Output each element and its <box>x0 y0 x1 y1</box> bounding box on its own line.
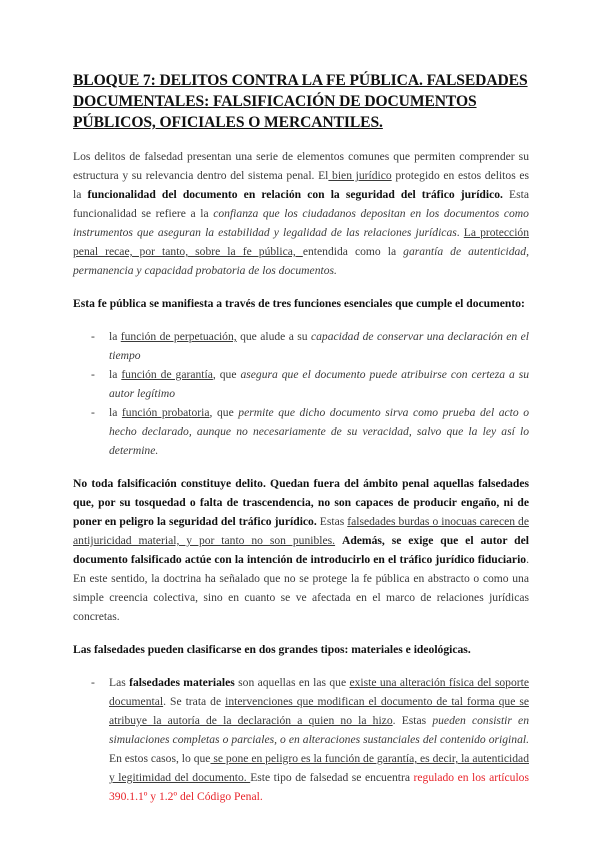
text-run: En estos casos, lo que <box>109 752 211 765</box>
underlined-text: función de perpetuación, <box>120 330 237 343</box>
text-run: Las <box>109 676 130 689</box>
underlined-text: La protección penal recae, por tanto, sobre la fe pública, <box>73 226 530 258</box>
bold-text: Las falsedades pueden clasificarse en dos grandes tipos: materiales e ideológicas. <box>73 643 471 656</box>
italic-text: permite que dicho documento sirva como prueba del acto o hecho declarado, aunque no necesariamente de su veracidad, salvo que la ley así lo determine. <box>109 406 530 457</box>
document-page <box>73 70 529 820</box>
text-run: Este tipo de falsedad se encuentra <box>250 771 414 784</box>
text-run: Estas <box>316 515 348 528</box>
text-run: que alude a su <box>236 330 311 343</box>
bold-text: funcionalidad del documento en relación con la seguridad del tráfico jurídico. <box>87 188 503 201</box>
underlined-text: se pone en peligro es la función de garantía, es decir, la autenticidad y legitimidad del documento. <box>109 752 529 784</box>
list-item <box>109 673 529 806</box>
underlined-text: falsedades burdas o inocuas carecen de antijuricidad material, y por tanto no son punibles. <box>73 515 529 547</box>
underlined-text: bien jurídico <box>328 169 392 182</box>
italic-text: confianza que los ciudadanos depositan en los documentos como instrumentos que aseguran la estabilidad y legalidad de las relaciones jurídicas <box>73 207 529 239</box>
text-run: Esta funcionalidad se refiere a la <box>73 188 530 220</box>
text-run: , que <box>212 368 241 381</box>
text-run: . <box>456 226 464 239</box>
paragraph <box>73 474 529 626</box>
bold-text: Esta fe pública se manifiesta a través de tres funciones esenciales que cumple el documento: <box>73 297 525 310</box>
red-highlight-text: regulado en los artículos 390.1.1º y 1.2º del Código Penal. <box>109 771 529 803</box>
text-run: la <box>109 330 121 343</box>
dash-list <box>73 673 529 806</box>
text-run: , que <box>209 406 239 419</box>
paragraph <box>73 147 529 280</box>
underlined-text: función de garantía <box>121 368 213 381</box>
list-item <box>109 327 529 365</box>
bold-text: No toda falsificación constituye delito. Quedan fuera del ámbito penal aquellas falsedades que, por su tosquedad o falta de trascendencia, no son capaces de producir engaño, ni de poner en peligro la seguridad del tráfico jurídico. <box>73 477 529 528</box>
text-run: . Se trata de <box>163 695 226 708</box>
text-run: la <box>109 406 122 419</box>
italic-text: pueden consistir en simulaciones completas o parciales, o en alteraciones sustanciales del contenido original. <box>109 714 529 746</box>
underlined-text: existe una alteración física del soporte documental <box>109 676 529 708</box>
text-run: entendida como la <box>302 245 404 258</box>
italic-text: capacidad de conservar una declaración en el tiempo <box>109 330 529 362</box>
bold-text: Además, se exige que el autor del documento falsificado actúe con la intención de introducirlo en el tráfico jurídico fiduciario <box>73 534 529 566</box>
text-run <box>335 534 342 547</box>
text-run: son aquellas en las que <box>234 676 350 689</box>
italic-text: asegura que el documento puede atribuirse con certeza a su autor legítimo <box>109 368 530 400</box>
text-run: . En este sentido, la doctrina ha señalado que no se protege la fe pública en abstracto o como una simple creencia colectiva, sino en cuanto se ve afectada en el marco de relaciones jurídicas concretas. <box>73 553 529 623</box>
list-item <box>109 365 529 403</box>
text-run: Los delitos de falsedad presentan una serie de elementos comunes que permiten comprender su estructura y su relevancia dentro del sistema penal. El <box>73 150 529 182</box>
underlined-text: función probatoria <box>121 406 210 419</box>
underlined-text: intervenciones que modifican el documento de tal forma que se atribuye la autoría de la declaración a quien no la hizo <box>109 695 529 727</box>
text-run: . Estas <box>392 714 433 727</box>
text-run: la <box>109 368 122 381</box>
paragraph <box>73 294 529 313</box>
paragraph <box>73 640 529 659</box>
italic-text: garantía de autenticidad, permanencia y capacidad probatoria de los documentos. <box>73 245 529 277</box>
document-body <box>73 147 529 806</box>
dash-list <box>73 327 529 460</box>
document-title: BLOQUE 7: DELITOS CONTRA LA FE PÚBLICA. FALSEDADES DOCUMENTALES: FALSIFICACIÓN DE DOCUMENTOS PÚBLICOS, OFICIALES O MERCANTILES. <box>73 72 528 131</box>
bold-text: falsedades materiales <box>129 676 235 689</box>
text-run: protegido en estos delitos es la <box>73 169 529 201</box>
list-item <box>109 403 529 460</box>
